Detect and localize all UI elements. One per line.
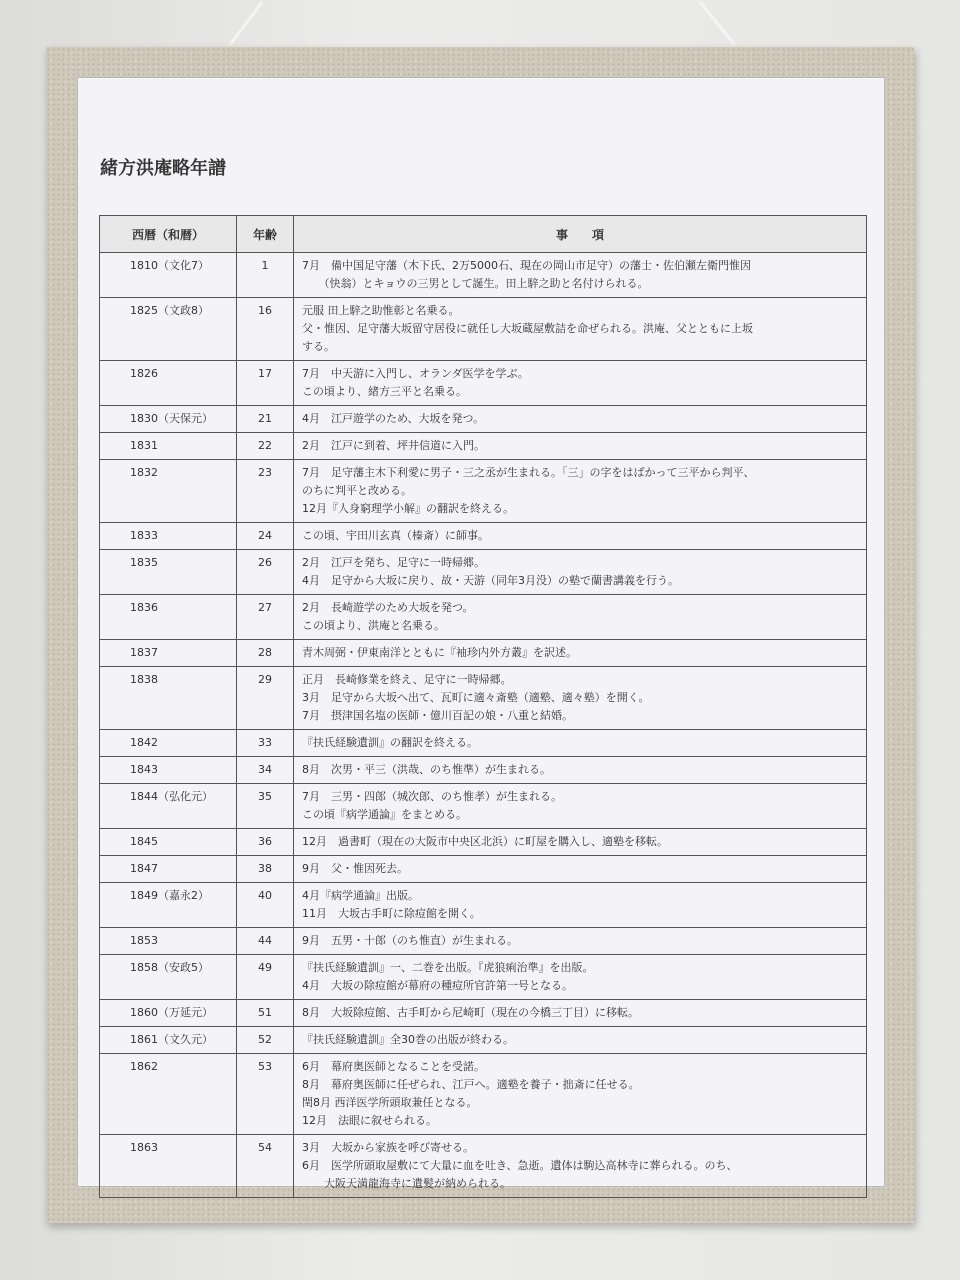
age-cell: 22 [237,433,294,460]
event-line: 4月 江戸遊学のため、大坂を発つ。 [302,412,485,425]
event-line: 6月 幕府奥医師となることを受諾。 [302,1060,485,1073]
age-cell: 36 [237,829,294,856]
event-line: 4月 大坂の除痘館が幕府の種痘所官許第一号となる。 [302,979,573,992]
event-line: 12月 法眼に叙せられる。 [302,1114,437,1127]
chronology-table [99,215,867,1198]
page-title: 緒方洪庵略年譜 [100,158,226,179]
table-row [100,298,867,361]
table-row [100,433,867,460]
event-line: のちに判平と改める。 [302,484,412,497]
table-row [100,406,867,433]
table-row [100,640,867,667]
year-cell: 1833 [100,523,237,550]
table-row [100,1000,867,1027]
age-cell: 24 [237,523,294,550]
events-cell [294,406,867,433]
event-line: 2月 江戸に到着、坪井信道に入門。 [302,439,485,452]
event-line: 父・惟因、足守藩大坂留守居役に就任し大坂蔵屋敷詰を命ぜられる。洪庵、父とともに上坂 [302,322,753,335]
event-line: 8月 大坂除痘館、古手町から尼崎町（現在の今橋三丁目）に移転。 [302,1006,639,1019]
events-cell [294,298,867,361]
table-row [100,550,867,595]
event-line: 9月 父・惟因死去。 [302,862,408,875]
events-cell [294,784,867,829]
event-line: 『扶氏経験遺訓』全30巻の出版が終わる。 [302,1033,514,1046]
events-cell [294,856,867,883]
year-cell: 1842 [100,730,237,757]
year-cell: 1858（安政5） [100,955,237,1000]
event-line: 7月 摂津国名塩の医師・億川百記の娘・八重と結婚。 [302,709,573,722]
year-cell: 1849（嘉永2） [100,883,237,928]
event-line: 9月 五男・十郎（のち惟直）が生まれる。 [302,934,518,947]
events-cell [294,523,867,550]
event-line: 12月 過書町（現在の大阪市中央区北浜）に町屋を購入し、適塾を移転。 [302,835,668,848]
age-cell: 52 [237,1027,294,1054]
table-row [100,1027,867,1054]
year-cell: 1843 [100,757,237,784]
table-row [100,460,867,523]
events-cell [294,1054,867,1135]
table-row [100,928,867,955]
year-cell: 1863 [100,1135,237,1198]
year-cell: 1847 [100,856,237,883]
age-cell: 27 [237,595,294,640]
event-line: 正月 長崎修業を終え、足守に一時帰郷。 [302,673,512,686]
event-line: 4月『病学通論』出版。 [302,889,419,902]
event-line: 6月 医学所頭取屋敷にて大量に血を吐き、急逝。遺体は駒込高林寺に葬られる。のち、 [302,1159,738,1172]
table-row [100,829,867,856]
age-cell: 35 [237,784,294,829]
age-cell: 34 [237,757,294,784]
events-cell [294,1135,867,1198]
year-cell: 1844（弘化元） [100,784,237,829]
year-cell: 1837 [100,640,237,667]
event-line: 3月 足守から大坂へ出て、瓦町に適々斎塾（適塾、適々塾）を開く。 [302,691,650,704]
events-cell [294,595,867,640]
events-cell [294,955,867,1000]
event-line: 元服 田上騂之助惟彰と名乗る。 [302,304,460,317]
table-row [100,784,867,829]
year-cell: 1845 [100,829,237,856]
event-line: する。 [302,340,335,353]
year-cell: 1825（文政8） [100,298,237,361]
year-cell: 1861（文久元） [100,1027,237,1054]
event-line: 2月 長崎遊学のため大坂を発つ。 [302,601,474,614]
header-year: 西暦（和暦） [100,216,237,253]
age-cell: 33 [237,730,294,757]
header-age: 年齢 [237,216,294,253]
event-line: 7月 足守藩主木下利愛に男子・三之丞が生まれる。「三」の字をはばかって三平から判平、 [302,466,755,479]
event-line: 青木周弼・伊東南洋とともに『袖珍内外方叢』を訳述。 [302,646,577,659]
events-cell [294,829,867,856]
table-row [100,667,867,730]
events-cell [294,730,867,757]
year-cell: 1853 [100,928,237,955]
display-board [46,47,914,1223]
year-cell: 1832 [100,460,237,523]
events-cell [294,433,867,460]
event-line: 4月 足守から大坂に戻り、故・天游（同年3月没）の塾で蘭書講義を行う。 [302,574,679,587]
table-row [100,955,867,1000]
table-row [100,757,867,784]
event-line: （快翁）とキョウの三男として誕生。田上騂之助と名付けられる。 [302,277,649,290]
year-cell: 1831 [100,433,237,460]
events-cell [294,667,867,730]
event-line: 7月 中天游に入門し、オランダ医学を学ぶ。 [302,367,529,380]
events-cell [294,550,867,595]
year-cell: 1830（天保元） [100,406,237,433]
age-cell: 44 [237,928,294,955]
age-cell: 53 [237,1054,294,1135]
event-line: 11月 大坂古手町に除痘館を開く。 [302,907,481,920]
event-line: 7月 三男・四郎（城次郎、のち惟孝）が生まれる。 [302,790,562,803]
age-cell: 21 [237,406,294,433]
event-line: この頃『病学通論』をまとめる。 [302,808,467,821]
table-row [100,856,867,883]
events-cell [294,253,867,298]
table-header-row [100,216,867,253]
event-line: 『扶氏経験遺訓』一、二巻を出版。『虎狼痢治準』を出版。 [302,961,594,974]
event-line: この頃、宇田川玄真（榛斎）に師事。 [302,529,489,542]
age-cell: 49 [237,955,294,1000]
year-cell: 1838 [100,667,237,730]
event-line: 大阪天満龍海寺に遺髪が納められる。 [302,1177,511,1190]
table-row [100,523,867,550]
year-cell: 1826 [100,361,237,406]
age-cell: 1 [237,253,294,298]
event-line: 12月『人身窮理学小解』の翻訳を終える。 [302,502,514,515]
events-cell [294,928,867,955]
event-line: 閏8月 西洋医学所頭取兼任となる。 [302,1096,478,1109]
table-row [100,1135,867,1198]
events-cell [294,883,867,928]
year-cell: 1835 [100,550,237,595]
age-cell: 51 [237,1000,294,1027]
events-cell [294,1000,867,1027]
age-cell: 38 [237,856,294,883]
age-cell: 26 [237,550,294,595]
table-row [100,361,867,406]
events-cell [294,640,867,667]
event-line: 8月 次男・平三（洪哉、のち惟準）が生まれる。 [302,763,551,776]
age-cell: 17 [237,361,294,406]
table-row [100,730,867,757]
event-line: この頃より、緒方三平と名乗る。 [302,385,467,398]
age-cell: 16 [237,298,294,361]
events-cell [294,361,867,406]
chronology-sheet [77,77,885,1190]
table-row [100,1054,867,1135]
events-cell [294,1027,867,1054]
event-line: 8月 幕府奥医師に任ぜられ、江戸へ。適塾を養子・拙斎に任せる。 [302,1078,640,1091]
table-row [100,595,867,640]
age-cell: 54 [237,1135,294,1198]
event-line: 『扶氏経験遺訓』の翻訳を終える。 [302,736,478,749]
age-cell: 29 [237,667,294,730]
age-cell: 23 [237,460,294,523]
table-row [100,253,867,298]
event-line: 2月 江戸を発ち、足守に一時帰郷。 [302,556,485,569]
table-row [100,883,867,928]
events-cell [294,460,867,523]
year-cell: 1810（文化7） [100,253,237,298]
events-cell [294,757,867,784]
year-cell: 1862 [100,1054,237,1135]
age-cell: 40 [237,883,294,928]
year-cell: 1836 [100,595,237,640]
event-line: 7月 備中国足守藩（木下氏、2万5000石、現在の岡山市足守）の藩士・佐伯瀬左衛門惟因 [302,259,751,272]
header-events: 事 項 [294,216,867,253]
event-line: この頃より、洪庵と名乗る。 [302,619,445,632]
table-body [100,253,867,1198]
event-line: 3月 大坂から家族を呼び寄せる。 [302,1141,474,1154]
year-cell: 1860（万延元） [100,1000,237,1027]
age-cell: 28 [237,640,294,667]
